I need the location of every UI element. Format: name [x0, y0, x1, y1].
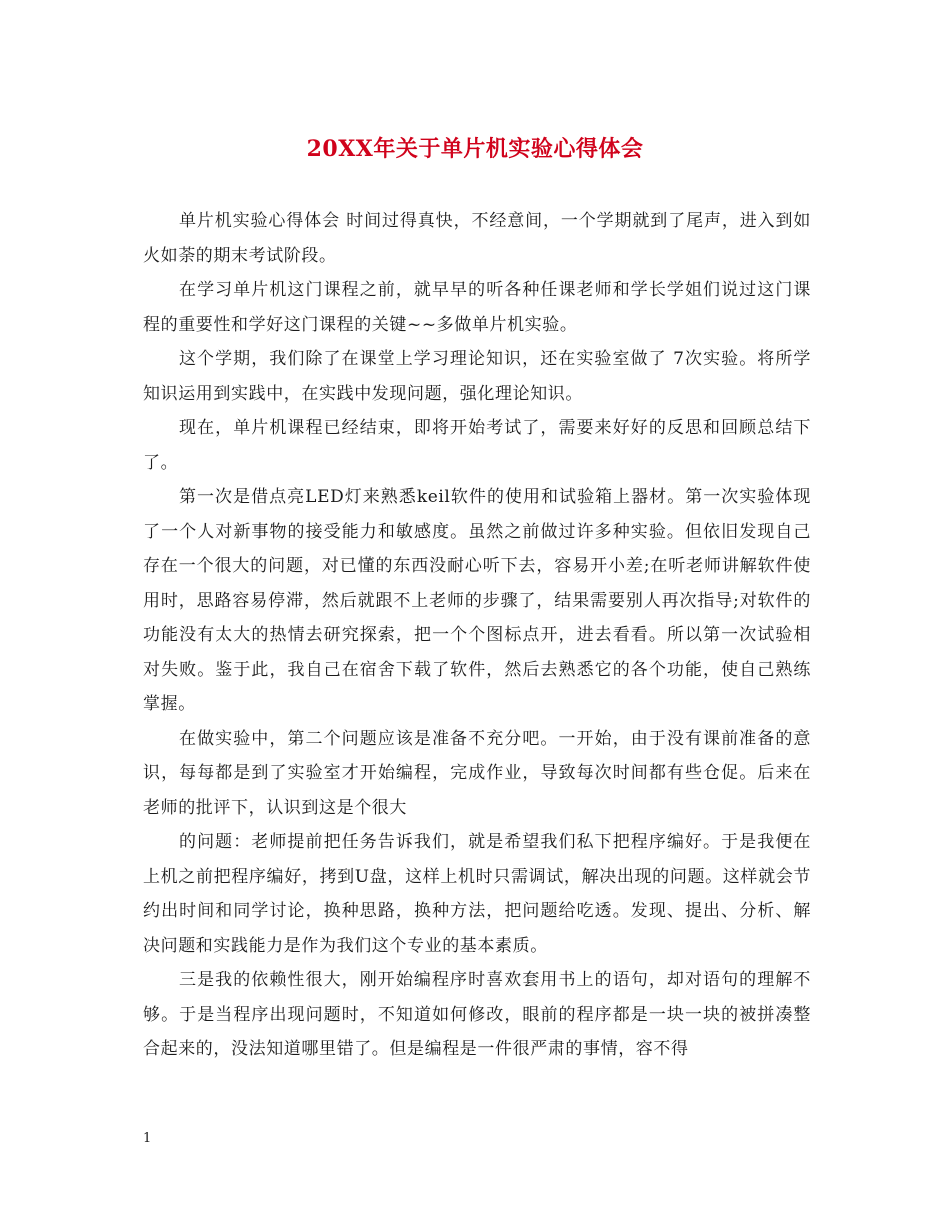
- paragraph-4: 现在，单片机课程已经结束，即将开始考试了，需要来好好的反思和回顾总结下了。: [143, 418, 811, 473]
- document-title: 20XX年关于单片机实验心得体会: [306, 136, 644, 162]
- paragraph-2: 在学习单片机这门课程之前，就早早的听各种任课老师和学长学姐们说过这门课程的重要性和学好这门课程的关键~~多做单片机实验。: [143, 280, 811, 335]
- paragraph-8: 三是我的依赖性很大，刚开始编程序时喜欢套用书上的语句，却对语句的理解不够。于是当程序出现问题时，不知道如何修改，眼前的程序都是一块一块的被拼凑整合起来的，没法知道哪里错了。但是编程是一件很严肃的事情，容不得: [143, 970, 811, 1059]
- document-body: [143, 204, 811, 1067]
- paragraph-5: 第一次是借点亮LED灯来熟悉keil软件的使用和试验箱上器材。第一次实验体现了一个人对新事物的接受能力和敏感度。虽然之前做过许多种实验。但依旧发现自己存在一个很大的问题，对已懂的东西没耐心听下去，容易开小差;在听老师讲解软件使用时，思路容易停滞，然后就跟不上老师的步骤了，结果需要别人再次指导;对软件的功能没有太大的热情去研究探索，把一个个图标点开，进去看看。所以第一次试验相对失败。鉴于此，我自己在宿舍下载了软件，然后去熟悉它的各个功能，使自己熟练掌握。: [143, 487, 811, 714]
- paragraph-7: 的问题：老师提前把任务告诉我们，就是希望我们私下把程序编好。于是我便在上机之前把程序编好，拷到U盘，这样上机时只需调试，解决出现的问题。这样就会节约出时间和同学讨论，换种思路，换种方法，把问题给吃透。发现、提出、分析、解决问题和实践能力是作为我们这个专业的基本素质。: [143, 832, 811, 956]
- paragraph-3: 这个学期，我们除了在课堂上学习理论知识，还在实验室做了 7次实验。将所学知识运用到实践中，在实践中发现问题，强化理论知识。: [143, 349, 811, 404]
- paragraph-1: 单片机实验心得体会 时间过得真快，不经意间，一个学期就到了尾声，进入到如火如荼的期末考试阶段。: [143, 211, 811, 266]
- page-number: 1: [143, 1131, 152, 1146]
- paragraph-6: 在做实验中，第二个问题应该是准备不充分吧。一开始，由于没有课前准备的意识，每每都是到了实验室才开始编程，完成作业，导致每次时间都有些仓促。后来在老师的批评下，认识到这是个很大: [143, 728, 811, 818]
